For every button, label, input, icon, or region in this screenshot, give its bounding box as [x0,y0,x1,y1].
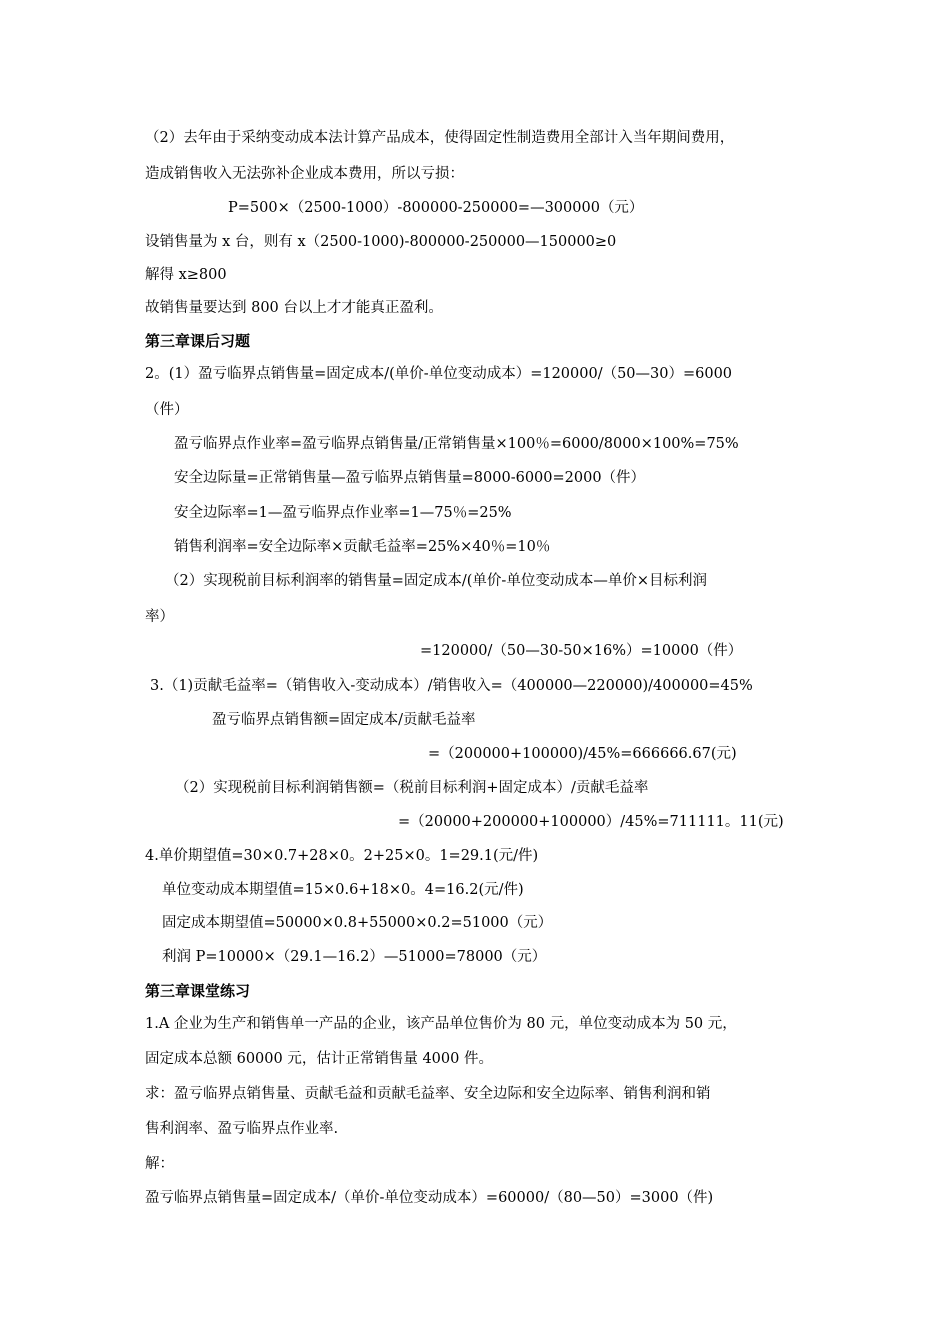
text-line: （2）去年由于采纳变动成本法计算产品成本，使得固定性制造费用全部计入当年期间费用， [145,130,735,146]
text-line: 1.A 企业为生产和销售单一产品的企业，该产品单位售价为 80 元，单位变动成本为 50 元， [145,1016,737,1032]
text-line: （2）实现税前目标利润销售额=（税前目标利润+固定成本）/贡献毛益率 [175,780,649,796]
formula-line: 利润 P=10000×（29.1—16.2）—51000=78000（元） [162,949,547,965]
section-heading: 第三章课堂练习 [145,982,251,1000]
text-line: （2）实现税前目标利润率的销售量=固定成本/(单价-单位变动成本—单价×目标利润 [165,573,707,589]
text-line: 固定成本总额 60000 元，估计正常销售量 4000 件。 [145,1051,493,1067]
formula-line: 安全边际量=正常销售量—盈亏临界点销售量=8000-6000=2000（件） [174,470,646,486]
text-line: 故销售量要达到 800 台以上才才能真正盈利。 [145,300,443,316]
formula-line: 固定成本期望值=50000×0.8+55000×0.2=51000（元） [162,915,553,931]
text-line: 3.（1)贡献毛益率=（销售收入-变动成本）/销售收入=（400000—220000)/400000=45% [150,678,753,694]
text-line: 2。(1）盈亏临界点销售量=固定成本/(单价-单位变动成本）=120000/（50—30）=6000 [145,366,733,382]
section-heading: 第三章课后习题 [145,332,251,350]
text-line: 解得 x≥800 [145,267,227,283]
text-line: 解： [145,1156,174,1172]
text-line: 率） [145,609,174,625]
formula-line: 单位变动成本期望值=15×0.6+18×0。4=16.2(元/件) [162,882,524,898]
formula-line: 盈亏临界点销售额=固定成本/贡献毛益率 [212,712,476,728]
text-line: 造成销售收入无法弥补企业成本费用，所以亏损： [145,166,464,182]
formula-line: 安全边际率=1—盈亏临界点作业率=1—75％=25% [174,505,512,521]
text-line: 4.单价期望值=30×0.7+28×0。2+25×0。1=29.1(元/件) [145,848,539,864]
formula-line: =（20000+200000+100000）/45%=711111。11(元) [398,814,784,830]
formula-line: 销售利润率=安全边际率×贡献毛益率=25%×40％=10％ [174,539,551,555]
text-line: 设销售量为 x 台，则有 x（2500-1000)-800000-250000—150000≥0 [145,234,617,250]
formula-line: 盈亏临界点销售量=固定成本/（单价-单位变动成本）=60000/（80—50）=3000（件) [145,1190,714,1206]
formula-line: =（200000+100000)/45%=666666.67(元) [428,746,737,762]
formula-line: 盈亏临界点作业率=盈亏临界点销售量/正常销售量×100％=6000/8000×100%=75% [174,436,739,452]
formula-line: P=500×（2500-1000）-800000-250000=—300000（元） [228,200,644,216]
formula-line: =120000/（50—30-50×16%）=10000（件） [420,643,743,659]
text-line: （件） [145,402,189,418]
text-line: 售利润率、盈亏临界点作业率. [145,1121,339,1137]
text-line: 求：盈亏临界点销售量、贡献毛益和贡献毛益率、安全边际和安全边际率、销售利润和销 [145,1086,711,1102]
